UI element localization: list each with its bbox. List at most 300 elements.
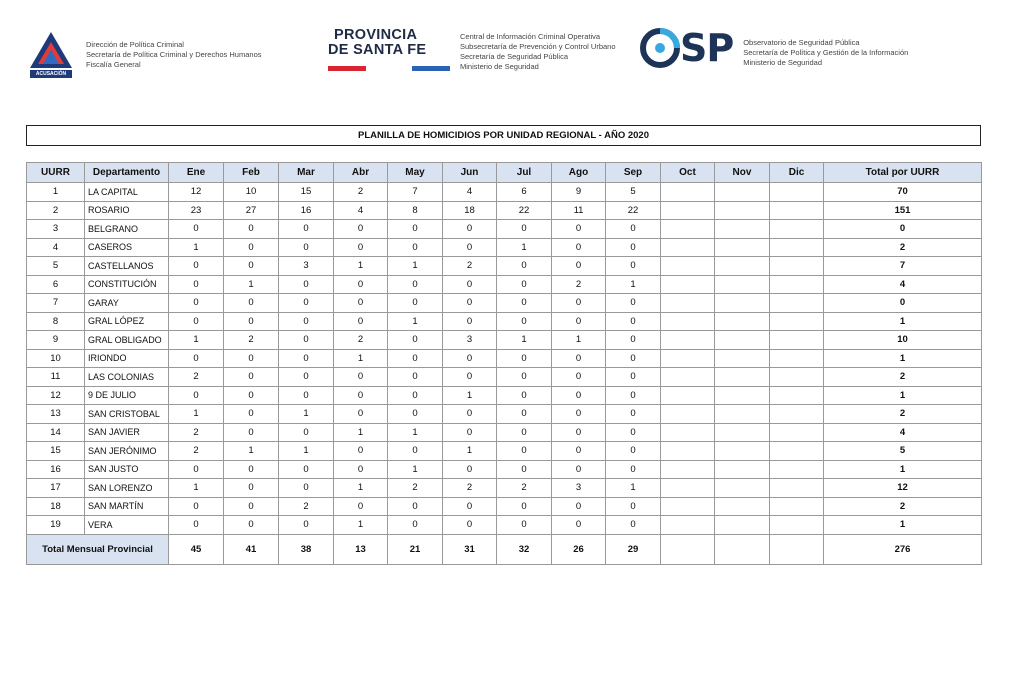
month-cell bbox=[715, 368, 770, 387]
month-cell: 2 bbox=[443, 479, 497, 498]
month-cell: 0 bbox=[169, 460, 224, 479]
month-cell: 7 bbox=[388, 183, 443, 202]
month-cell bbox=[770, 497, 824, 516]
month-cell: 0 bbox=[334, 497, 388, 516]
column-header: Jun bbox=[443, 163, 497, 183]
month-cell: 0 bbox=[388, 386, 443, 405]
month-cell bbox=[661, 405, 715, 424]
month-cell: 0 bbox=[334, 294, 388, 313]
month-cell: 0 bbox=[224, 386, 279, 405]
month-cell: 0 bbox=[552, 238, 606, 257]
table-row bbox=[27, 331, 982, 350]
month-cell: 0 bbox=[224, 516, 279, 535]
month-cell: 1 bbox=[443, 442, 497, 461]
departamento-cell: GRAL LÓPEZ bbox=[85, 312, 169, 331]
table-row bbox=[27, 312, 982, 331]
month-cell: 5 bbox=[606, 183, 661, 202]
month-cell: 0 bbox=[443, 220, 497, 239]
month-cell bbox=[770, 257, 824, 276]
month-cell: 0 bbox=[497, 405, 552, 424]
month-cell: 18 bbox=[443, 201, 497, 220]
org3-line-1: Observatorio de Seguridad Pública bbox=[743, 38, 860, 47]
column-header: Oct bbox=[661, 163, 715, 183]
month-cell: 0 bbox=[279, 312, 334, 331]
osp-o-icon bbox=[640, 28, 680, 68]
month-cell: 2 bbox=[443, 257, 497, 276]
month-cell: 0 bbox=[279, 275, 334, 294]
month-cell: 2 bbox=[334, 183, 388, 202]
month-cell: 0 bbox=[334, 368, 388, 387]
month-cell bbox=[661, 201, 715, 220]
org2-text bbox=[460, 32, 616, 72]
month-cell: 3 bbox=[443, 331, 497, 350]
month-cell: 16 bbox=[279, 201, 334, 220]
total-month-cell: 21 bbox=[388, 534, 443, 564]
departamento-cell: SAN JUSTO bbox=[85, 460, 169, 479]
total-month-cell: 38 bbox=[279, 534, 334, 564]
month-cell bbox=[770, 368, 824, 387]
month-cell: 0 bbox=[388, 405, 443, 424]
month-cell: 1 bbox=[334, 257, 388, 276]
month-cell: 0 bbox=[169, 349, 224, 368]
month-cell: 0 bbox=[497, 220, 552, 239]
total-uurr-cell: 2 bbox=[824, 368, 982, 387]
month-cell: 1 bbox=[224, 442, 279, 461]
total-uurr-cell: 2 bbox=[824, 497, 982, 516]
month-cell: 11 bbox=[552, 201, 606, 220]
table-row bbox=[27, 275, 982, 294]
month-cell: 0 bbox=[224, 220, 279, 239]
month-cell bbox=[661, 349, 715, 368]
month-cell: 4 bbox=[443, 183, 497, 202]
month-cell: 0 bbox=[224, 368, 279, 387]
column-header: Total por UURR bbox=[824, 163, 982, 183]
total-uurr-cell: 1 bbox=[824, 312, 982, 331]
total-label: Total Mensual Provincial bbox=[27, 534, 169, 564]
total-uurr-cell: 1 bbox=[824, 460, 982, 479]
month-cell bbox=[715, 386, 770, 405]
month-cell: 0 bbox=[443, 423, 497, 442]
month-cell: 0 bbox=[552, 294, 606, 313]
departamento-cell: CASTELLANOS bbox=[85, 257, 169, 276]
flag-bar-blue bbox=[412, 66, 450, 71]
month-cell: 1 bbox=[388, 257, 443, 276]
flag-bar-white bbox=[370, 66, 408, 71]
flag-bars bbox=[328, 66, 450, 71]
month-cell: 12 bbox=[169, 183, 224, 202]
month-cell: 1 bbox=[169, 405, 224, 424]
month-cell bbox=[715, 442, 770, 461]
month-cell: 0 bbox=[224, 257, 279, 276]
month-cell: 0 bbox=[169, 386, 224, 405]
departamento-cell: SAN CRISTOBAL bbox=[85, 405, 169, 424]
month-cell bbox=[715, 497, 770, 516]
month-cell bbox=[661, 460, 715, 479]
total-month-cell: 41 bbox=[224, 534, 279, 564]
osp-logo-text: SP bbox=[680, 26, 734, 70]
month-cell bbox=[661, 294, 715, 313]
month-cell bbox=[715, 312, 770, 331]
month-cell: 0 bbox=[169, 275, 224, 294]
month-cell bbox=[770, 275, 824, 294]
departamento-cell: ROSARIO bbox=[85, 201, 169, 220]
month-cell bbox=[770, 220, 824, 239]
column-header: Nov bbox=[715, 163, 770, 183]
total-month-cell: 45 bbox=[169, 534, 224, 564]
month-cell: 0 bbox=[279, 479, 334, 498]
month-cell: 8 bbox=[388, 201, 443, 220]
month-cell: 0 bbox=[334, 238, 388, 257]
month-cell: 0 bbox=[279, 238, 334, 257]
table-row bbox=[27, 479, 982, 498]
column-header: UURR bbox=[27, 163, 85, 183]
org1-text bbox=[86, 40, 262, 70]
month-cell: 1 bbox=[497, 238, 552, 257]
santa-fe-line-1: PROVINCIA bbox=[334, 27, 418, 43]
column-header: Sep bbox=[606, 163, 661, 183]
month-cell: 0 bbox=[224, 312, 279, 331]
departamento-cell: VERA bbox=[85, 516, 169, 535]
month-cell bbox=[715, 238, 770, 257]
page-title: PLANILLA DE HOMICIDIOS POR UNIDAD REGIONAL - AÑO 2020 bbox=[26, 125, 981, 146]
month-cell: 0 bbox=[497, 257, 552, 276]
month-cell: 0 bbox=[224, 238, 279, 257]
month-cell: 0 bbox=[388, 238, 443, 257]
month-cell: 0 bbox=[497, 516, 552, 535]
uurr-cell: 3 bbox=[27, 220, 85, 239]
month-cell: 0 bbox=[334, 405, 388, 424]
org1-line-3: Fiscalía General bbox=[86, 60, 141, 69]
month-cell bbox=[770, 479, 824, 498]
total-uurr-cell: 5 bbox=[824, 442, 982, 461]
month-cell: 0 bbox=[169, 312, 224, 331]
departamento-cell: SAN LORENZO bbox=[85, 479, 169, 498]
month-cell: 0 bbox=[443, 349, 497, 368]
departamento-cell: LA CAPITAL bbox=[85, 183, 169, 202]
total-uurr-cell: 2 bbox=[824, 405, 982, 424]
total-uurr-cell: 2 bbox=[824, 238, 982, 257]
month-cell: 0 bbox=[497, 497, 552, 516]
uurr-cell: 5 bbox=[27, 257, 85, 276]
month-cell: 2 bbox=[169, 442, 224, 461]
month-cell: 0 bbox=[224, 497, 279, 516]
total-uurr-cell: 4 bbox=[824, 423, 982, 442]
month-cell bbox=[715, 479, 770, 498]
month-cell: 0 bbox=[334, 460, 388, 479]
departamento-cell: 9 DE JULIO bbox=[85, 386, 169, 405]
month-cell: 2 bbox=[334, 331, 388, 350]
month-cell bbox=[661, 183, 715, 202]
month-cell bbox=[770, 349, 824, 368]
month-cell bbox=[661, 238, 715, 257]
month-cell bbox=[715, 516, 770, 535]
month-cell: 0 bbox=[169, 497, 224, 516]
month-cell: 0 bbox=[606, 497, 661, 516]
month-cell: 0 bbox=[279, 460, 334, 479]
month-cell: 2 bbox=[169, 423, 224, 442]
month-cell: 0 bbox=[224, 294, 279, 313]
month-cell: 0 bbox=[552, 368, 606, 387]
departamento-cell: GARAY bbox=[85, 294, 169, 313]
month-cell bbox=[770, 183, 824, 202]
month-cell: 1 bbox=[169, 479, 224, 498]
table-header-row bbox=[27, 163, 982, 183]
month-cell bbox=[715, 423, 770, 442]
org2-line-1: Central de Información Criminal Operativa bbox=[460, 32, 601, 41]
total-month-cell: 29 bbox=[606, 534, 661, 564]
departamento-cell: GRAL OBLIGADO bbox=[85, 331, 169, 350]
column-header: Ago bbox=[552, 163, 606, 183]
total-month-cell bbox=[661, 534, 715, 564]
month-cell: 0 bbox=[497, 368, 552, 387]
table-row bbox=[27, 238, 982, 257]
column-header: Mar bbox=[279, 163, 334, 183]
month-cell: 2 bbox=[497, 479, 552, 498]
month-cell bbox=[715, 460, 770, 479]
month-cell bbox=[770, 238, 824, 257]
month-cell: 1 bbox=[169, 331, 224, 350]
month-cell: 0 bbox=[224, 349, 279, 368]
month-cell: 0 bbox=[497, 275, 552, 294]
month-cell bbox=[715, 405, 770, 424]
table-row bbox=[27, 405, 982, 424]
month-cell: 0 bbox=[388, 349, 443, 368]
month-cell bbox=[715, 183, 770, 202]
month-cell: 0 bbox=[443, 368, 497, 387]
departamento-cell: LAS COLONIAS bbox=[85, 368, 169, 387]
month-cell bbox=[715, 275, 770, 294]
month-cell: 0 bbox=[606, 442, 661, 461]
month-cell bbox=[661, 442, 715, 461]
month-cell: 0 bbox=[388, 275, 443, 294]
month-cell: 0 bbox=[334, 386, 388, 405]
month-cell bbox=[661, 386, 715, 405]
month-cell: 0 bbox=[443, 238, 497, 257]
month-cell: 1 bbox=[388, 423, 443, 442]
table-row bbox=[27, 368, 982, 387]
month-cell: 0 bbox=[497, 386, 552, 405]
month-cell bbox=[715, 294, 770, 313]
month-cell: 0 bbox=[552, 423, 606, 442]
month-cell: 0 bbox=[224, 423, 279, 442]
table-row bbox=[27, 516, 982, 535]
month-cell bbox=[770, 516, 824, 535]
month-cell: 0 bbox=[443, 294, 497, 313]
uurr-cell: 2 bbox=[27, 201, 85, 220]
total-uurr-cell: 0 bbox=[824, 220, 982, 239]
table-row bbox=[27, 257, 982, 276]
table-row bbox=[27, 201, 982, 220]
month-cell: 0 bbox=[443, 275, 497, 294]
month-cell: 2 bbox=[279, 497, 334, 516]
month-cell: 6 bbox=[497, 183, 552, 202]
month-cell bbox=[715, 257, 770, 276]
month-cell: 0 bbox=[169, 257, 224, 276]
uurr-cell: 1 bbox=[27, 183, 85, 202]
month-cell: 0 bbox=[388, 497, 443, 516]
org2-line-4: Ministerio de Seguridad bbox=[460, 62, 539, 71]
month-cell: 0 bbox=[497, 349, 552, 368]
month-cell: 0 bbox=[606, 405, 661, 424]
month-cell: 0 bbox=[552, 497, 606, 516]
month-cell: 1 bbox=[279, 442, 334, 461]
month-cell: 0 bbox=[279, 294, 334, 313]
total-month-cell: 26 bbox=[552, 534, 606, 564]
month-cell bbox=[661, 220, 715, 239]
month-cell bbox=[715, 201, 770, 220]
uurr-cell: 14 bbox=[27, 423, 85, 442]
grand-total-cell: 276 bbox=[824, 534, 982, 564]
month-cell: 27 bbox=[224, 201, 279, 220]
total-uurr-cell: 12 bbox=[824, 479, 982, 498]
org3-text bbox=[743, 38, 908, 68]
month-cell: 0 bbox=[552, 349, 606, 368]
month-cell: 0 bbox=[552, 312, 606, 331]
org1-line-1: Dirección de Política Criminal bbox=[86, 40, 184, 49]
month-cell: 4 bbox=[334, 201, 388, 220]
month-cell: 3 bbox=[552, 479, 606, 498]
month-cell: 2 bbox=[552, 275, 606, 294]
month-cell: 0 bbox=[497, 312, 552, 331]
org2-block bbox=[328, 28, 616, 72]
month-cell: 2 bbox=[169, 368, 224, 387]
month-cell: 9 bbox=[552, 183, 606, 202]
acusacion-badge: ACUSACIÓN bbox=[30, 70, 72, 78]
total-uurr-cell: 10 bbox=[824, 331, 982, 350]
month-cell: 22 bbox=[497, 201, 552, 220]
uurr-cell: 9 bbox=[27, 331, 85, 350]
month-cell: 0 bbox=[169, 220, 224, 239]
month-cell: 0 bbox=[497, 423, 552, 442]
acusacion-logo bbox=[28, 30, 74, 78]
month-cell: 1 bbox=[552, 331, 606, 350]
month-cell bbox=[715, 331, 770, 350]
total-uurr-cell: 4 bbox=[824, 275, 982, 294]
month-cell bbox=[770, 201, 824, 220]
departamento-cell: IRIONDO bbox=[85, 349, 169, 368]
month-cell: 0 bbox=[606, 220, 661, 239]
month-cell: 15 bbox=[279, 183, 334, 202]
month-cell bbox=[770, 405, 824, 424]
month-cell: 0 bbox=[606, 349, 661, 368]
uurr-cell: 17 bbox=[27, 479, 85, 498]
uurr-cell: 6 bbox=[27, 275, 85, 294]
month-cell: 0 bbox=[224, 405, 279, 424]
total-uurr-cell: 1 bbox=[824, 516, 982, 535]
departamento-cell: SAN JERÓNIMO bbox=[85, 442, 169, 461]
month-cell: 0 bbox=[388, 516, 443, 535]
total-uurr-cell: 151 bbox=[824, 201, 982, 220]
month-cell: 0 bbox=[334, 275, 388, 294]
month-cell: 1 bbox=[334, 349, 388, 368]
month-cell bbox=[715, 220, 770, 239]
column-header: Ene bbox=[169, 163, 224, 183]
month-cell: 0 bbox=[224, 479, 279, 498]
total-uurr-cell: 70 bbox=[824, 183, 982, 202]
org1-block bbox=[28, 30, 262, 78]
month-cell: 0 bbox=[224, 460, 279, 479]
month-cell: 0 bbox=[606, 312, 661, 331]
month-cell: 0 bbox=[388, 220, 443, 239]
month-cell: 0 bbox=[497, 294, 552, 313]
month-cell: 0 bbox=[606, 257, 661, 276]
uurr-cell: 4 bbox=[27, 238, 85, 257]
table-row bbox=[27, 183, 982, 202]
column-header: Jul bbox=[497, 163, 552, 183]
column-header: Departamento bbox=[85, 163, 169, 183]
month-cell: 0 bbox=[606, 368, 661, 387]
column-header: May bbox=[388, 163, 443, 183]
month-cell: 1 bbox=[334, 479, 388, 498]
uurr-cell: 16 bbox=[27, 460, 85, 479]
month-cell: 23 bbox=[169, 201, 224, 220]
page-header bbox=[0, 24, 1013, 84]
flag-bar-red bbox=[328, 66, 366, 71]
month-cell: 0 bbox=[606, 516, 661, 535]
month-cell bbox=[770, 386, 824, 405]
table-body bbox=[27, 183, 982, 565]
month-cell: 0 bbox=[497, 442, 552, 461]
uurr-cell: 7 bbox=[27, 294, 85, 313]
month-cell: 0 bbox=[552, 460, 606, 479]
month-cell bbox=[661, 497, 715, 516]
month-cell: 0 bbox=[552, 257, 606, 276]
month-cell: 0 bbox=[279, 331, 334, 350]
month-cell: 0 bbox=[552, 442, 606, 461]
uurr-cell: 18 bbox=[27, 497, 85, 516]
santa-fe-logo bbox=[328, 28, 450, 71]
total-month-cell bbox=[770, 534, 824, 564]
month-cell: 0 bbox=[552, 405, 606, 424]
total-uurr-cell: 1 bbox=[824, 349, 982, 368]
month-cell: 1 bbox=[334, 423, 388, 442]
month-cell: 2 bbox=[224, 331, 279, 350]
month-cell bbox=[770, 331, 824, 350]
uurr-cell: 10 bbox=[27, 349, 85, 368]
uurr-cell: 8 bbox=[27, 312, 85, 331]
total-row bbox=[27, 534, 982, 564]
month-cell bbox=[770, 423, 824, 442]
total-month-cell: 32 bbox=[497, 534, 552, 564]
month-cell: 0 bbox=[443, 405, 497, 424]
month-cell: 0 bbox=[388, 331, 443, 350]
table-row bbox=[27, 386, 982, 405]
month-cell: 1 bbox=[388, 460, 443, 479]
org2-line-3: Secretaría de Seguridad Pública bbox=[460, 52, 568, 61]
month-cell: 1 bbox=[169, 238, 224, 257]
total-uurr-cell: 7 bbox=[824, 257, 982, 276]
uurr-cell: 13 bbox=[27, 405, 85, 424]
month-cell: 0 bbox=[606, 331, 661, 350]
uurr-cell: 19 bbox=[27, 516, 85, 535]
column-header: Feb bbox=[224, 163, 279, 183]
column-header: Abr bbox=[334, 163, 388, 183]
month-cell bbox=[661, 368, 715, 387]
month-cell: 0 bbox=[606, 386, 661, 405]
table-row bbox=[27, 349, 982, 368]
month-cell bbox=[770, 442, 824, 461]
month-cell: 0 bbox=[497, 460, 552, 479]
table-row bbox=[27, 294, 982, 313]
month-cell: 0 bbox=[334, 220, 388, 239]
total-month-cell: 31 bbox=[443, 534, 497, 564]
homicides-table bbox=[26, 162, 982, 565]
month-cell bbox=[661, 257, 715, 276]
month-cell bbox=[661, 423, 715, 442]
month-cell bbox=[661, 331, 715, 350]
table-row bbox=[27, 442, 982, 461]
month-cell: 0 bbox=[552, 516, 606, 535]
